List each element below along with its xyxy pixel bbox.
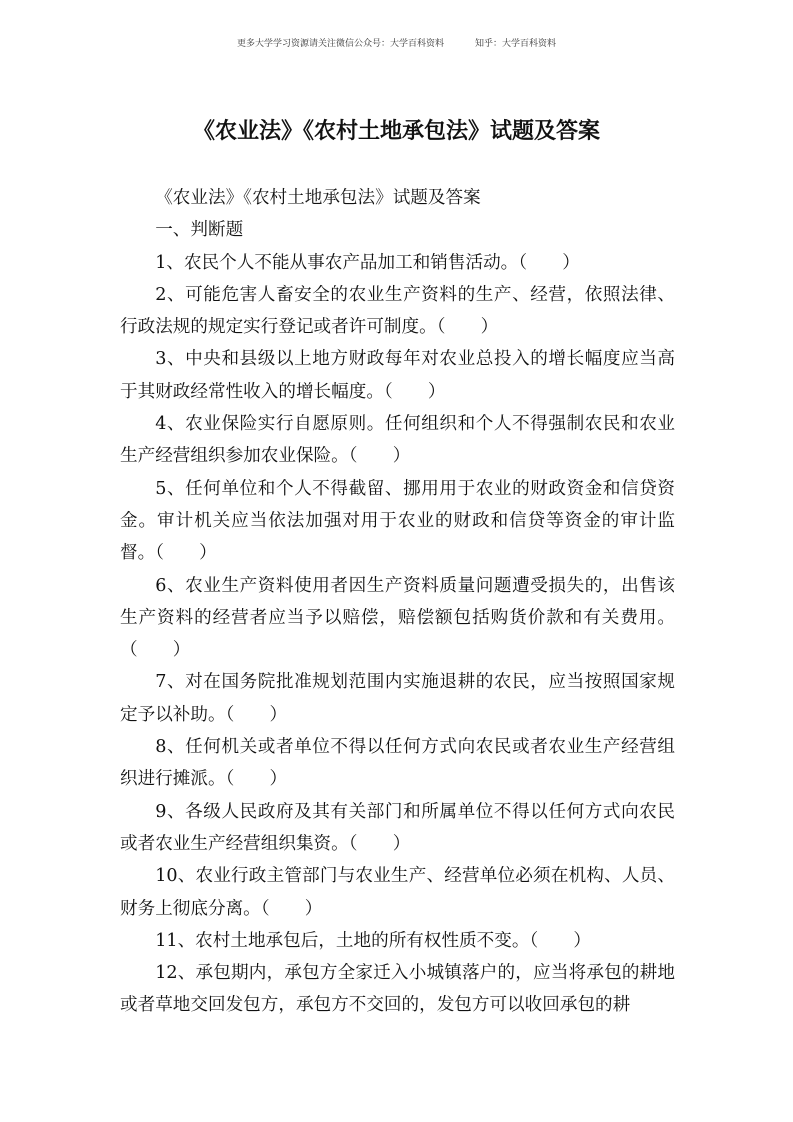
question-item: 2、可能危害人畜安全的农业生产资料的生产、经营，依照法律、行政法规的规定实行登记或者许可制度。（ ）	[120, 284, 675, 338]
question-item: 7、对在国务院批准规划范围内实施退耕的农民，应当按照国家规定予以补助。（ ）	[120, 672, 675, 725]
question-item: 6、农业生产资料使用者因生产资料质量问题遭受损失的，出售该生产资料的经营者应当予以赔偿，赔偿额包括购货价款和有关费用。（ ）	[120, 575, 675, 661]
question-item: 3、中央和县级以上地方财政每年对农业总投入的增长幅度应当高于其财政经常性收入的增长幅度。（ ）	[120, 349, 675, 402]
question-item: 5、任何单位和个人不得截留、挪用用于农业的财政资金和信贷资金。审计机关应当依法加强对用于农业的财政和信贷等资金的审计监督。（ ）	[120, 478, 675, 564]
question-item: 10、农业行政主管部门与农业生产、经营单位必须在机构、人员、财务上彻底分离。（ ）	[120, 866, 675, 919]
document-body	[120, 182, 675, 1022]
question-item: 1、农民个人不能从事农产品加工和销售活动。（ ）	[155, 252, 580, 273]
question-item: 9、各级人民政府及其有关部门和所属单位不得以任何方式向农民或者农业生产经营组织集资。（ ）	[120, 801, 675, 854]
header-left: 更多大学学习资源请关注微信公众号：大学百科资料	[237, 39, 445, 49]
subtitle: 《农业法》《农村土地承包法》试题及答案	[155, 188, 481, 208]
question-item: 8、任何机关或者单位不得以任何方式向农民或者农业生产经营组织进行摊派。（ ）	[120, 737, 675, 790]
question-item: 11、农村土地承包后，土地的所有权性质不变。（ ）	[155, 930, 592, 951]
question-item: 12、承包期内，承包方全家迁入小城镇落户的，应当将承包的耕地或者草地交回发包方，承包方不交回的，发包方可以收回承包的耕	[120, 963, 675, 1016]
header-right: 知乎：大学百科资料	[474, 39, 556, 49]
section-heading: 一、判断题	[155, 220, 244, 241]
document-title: 《农业法》《农村土地承包法》试题及答案	[192, 119, 600, 144]
question-item: 4、农业保险实行自愿原则。任何组织和个人不得强制农民和农业生产经营组织参加农业保险。（ ）	[120, 414, 675, 467]
page-header	[0, 36, 793, 49]
